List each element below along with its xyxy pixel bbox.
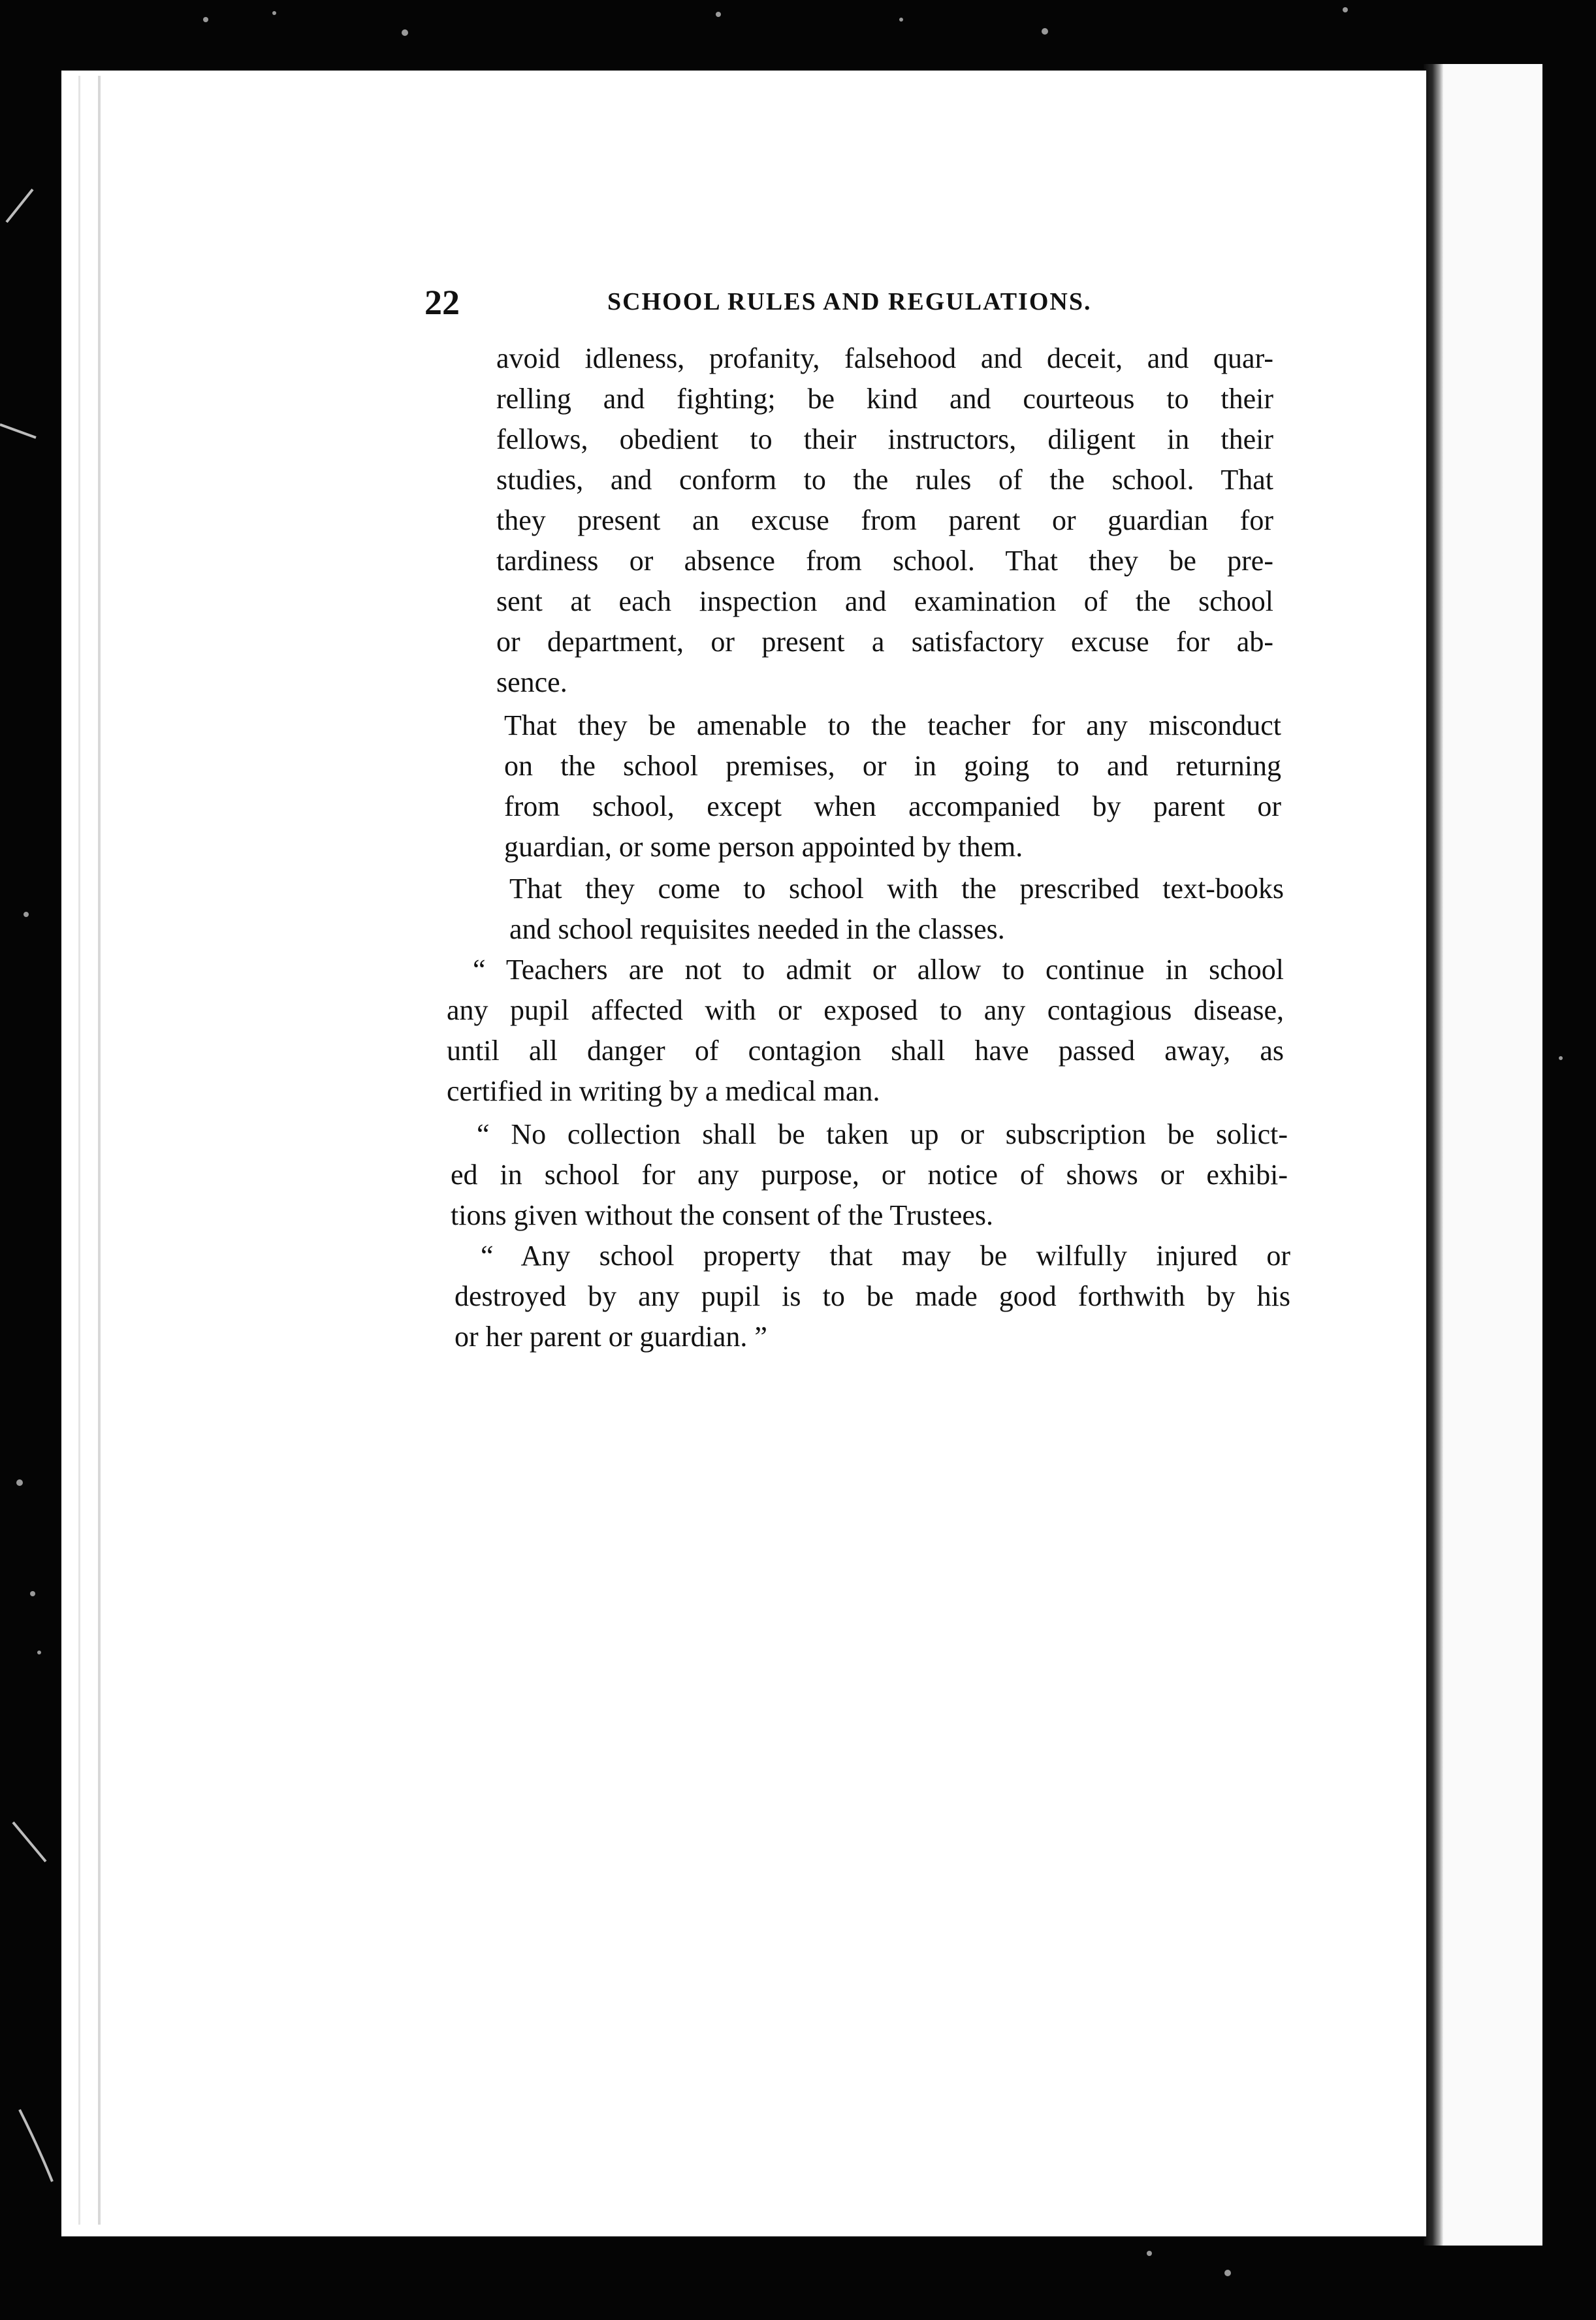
facing-page bbox=[1426, 64, 1542, 2246]
text-line: relling and fighting; be kind and courteous to their bbox=[496, 383, 1273, 415]
text-line: they present an excuse from parent or guardian for bbox=[496, 504, 1273, 536]
text-line: and school requisites needed in the classes. bbox=[509, 913, 1005, 945]
paragraph-block-6 bbox=[455, 1236, 1290, 1357]
page-number: 22 bbox=[424, 283, 460, 322]
text-line: from school, except when accompanied by parent or bbox=[504, 790, 1281, 822]
page-edge-line bbox=[98, 76, 101, 2225]
paragraph-block-4 bbox=[447, 950, 1284, 1112]
text-line: until all danger of contagion shall have passed away, as bbox=[447, 1035, 1284, 1067]
text-line: avoid idleness, profanity, falsehood and deceit, and quar- bbox=[496, 342, 1273, 374]
page-edge-line bbox=[78, 76, 80, 2225]
text-line: tardiness or absence from school. That they be pre- bbox=[496, 545, 1273, 577]
text-line: tions given without the consent of the Trustees. bbox=[451, 1199, 994, 1231]
text-line: That they come to school with the prescribed text-books bbox=[509, 873, 1284, 905]
text-line: studies, and conform to the rules of the school. That bbox=[496, 464, 1273, 496]
text-line: on the school premises, or in going to and returning bbox=[504, 750, 1281, 782]
paragraph-block-3 bbox=[509, 869, 1284, 950]
text-line: or her parent or guardian. ” bbox=[455, 1321, 767, 1353]
text-line: “ Teachers are not to admit or allow to continue in school bbox=[473, 954, 1284, 986]
text-line: “ Any school property that may be wilfully injured or bbox=[481, 1240, 1290, 1272]
book-gutter bbox=[1424, 64, 1443, 2246]
paragraph-block-1 bbox=[496, 338, 1273, 703]
page-header bbox=[424, 282, 1097, 328]
text-line: certified in writing by a medical man. bbox=[447, 1075, 880, 1107]
text-line: any pupil affected with or exposed to any contagious disease, bbox=[447, 994, 1284, 1026]
text-line: ed in school for any purpose, or notice of shows or exhibi- bbox=[451, 1159, 1288, 1191]
text-line: That they be amenable to the teacher for any misconduct bbox=[504, 709, 1281, 741]
text-line: or department, or present a satisfactory excuse for ab- bbox=[496, 626, 1273, 658]
paragraph-block-2 bbox=[504, 705, 1281, 867]
text-line: “ No collection shall be taken up or subscription be solict- bbox=[477, 1118, 1288, 1150]
text-line: sence. bbox=[496, 666, 567, 698]
running-head: SCHOOL RULES AND REGULATIONS. bbox=[607, 288, 1092, 315]
text-line: destroyed by any pupil is to be made good forthwith by his bbox=[455, 1280, 1290, 1312]
text-line: guardian, or some person appointed by them. bbox=[504, 831, 1023, 863]
text-line: fellows, obedient to their instructors, diligent in their bbox=[496, 423, 1273, 455]
text-line: sent at each inspection and examination of the school bbox=[496, 585, 1273, 617]
paragraph-block-5 bbox=[451, 1114, 1288, 1236]
